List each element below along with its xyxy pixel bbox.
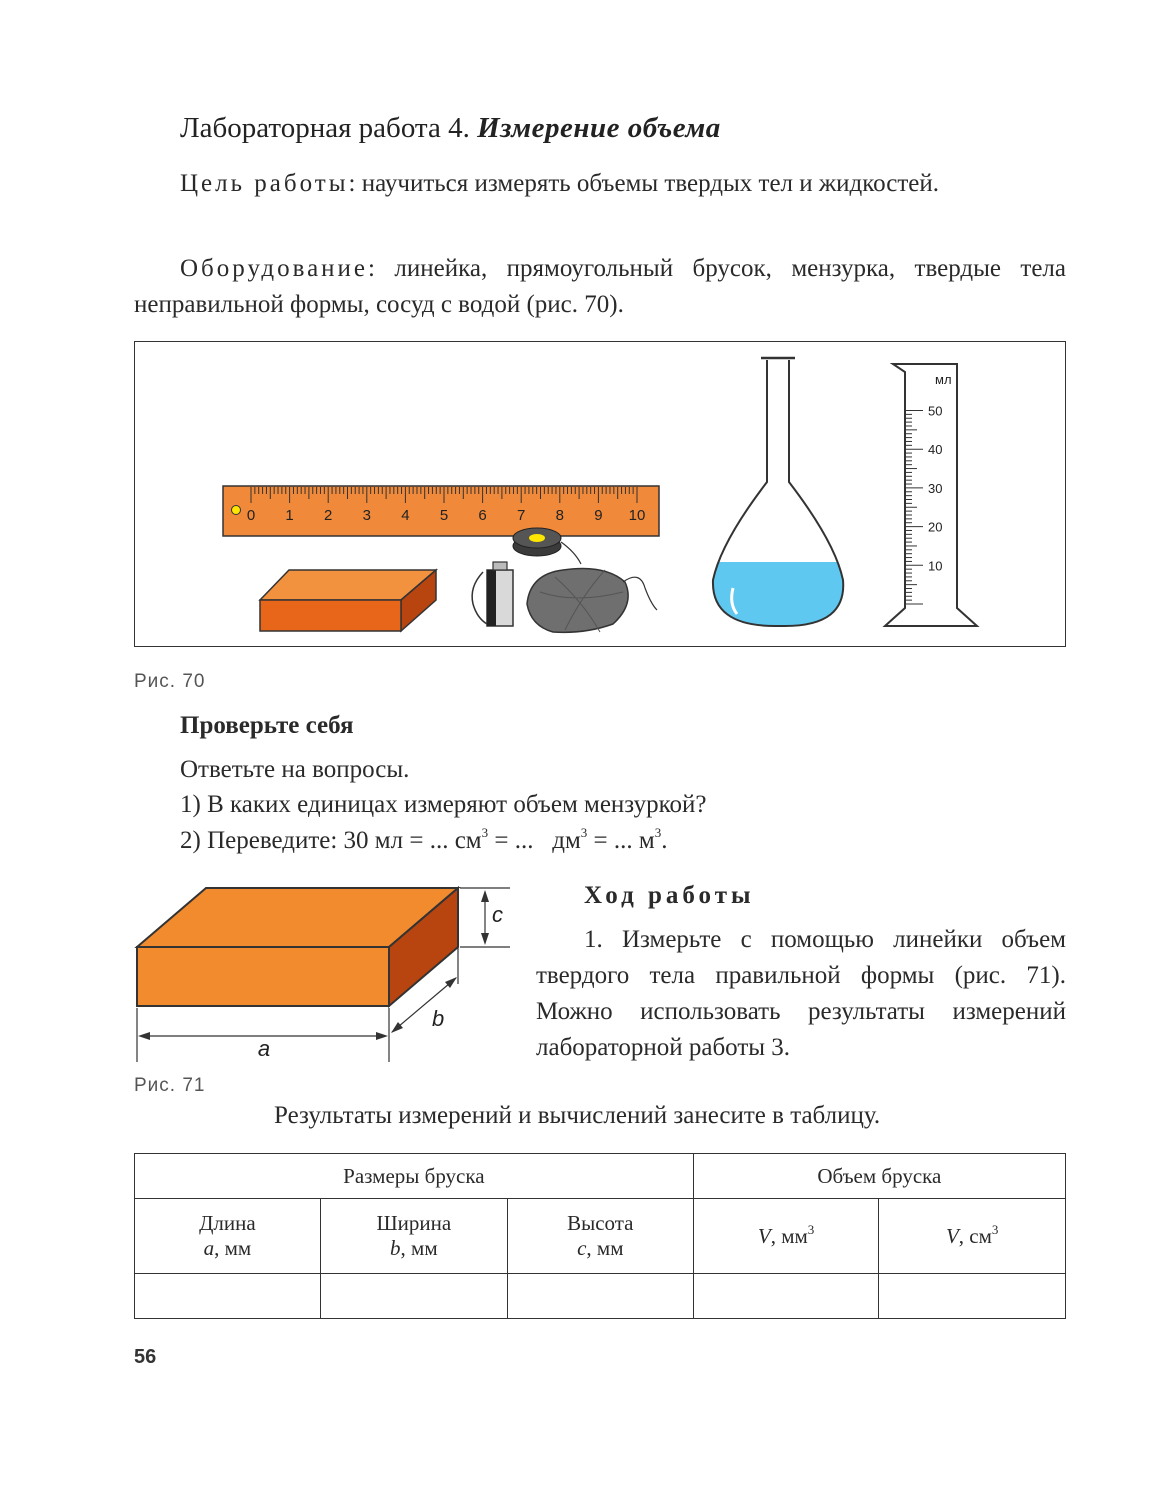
q2-part1: 2) Переведите: 30 мл = ... см xyxy=(180,827,482,854)
dimension-c-label: c xyxy=(492,902,503,927)
ruler-tick-label: 1 xyxy=(285,507,294,524)
col-volume-cm3 xyxy=(879,1199,1066,1274)
vol-cm-var: V xyxy=(945,1223,959,1248)
ruler-tick-label: 4 xyxy=(401,507,410,524)
ruler-hole-icon xyxy=(232,506,241,515)
q2-part2: = ... дм xyxy=(488,827,581,854)
ruler-tick-label: 7 xyxy=(517,507,526,524)
cell-height-input[interactable] xyxy=(507,1274,693,1319)
col-length-label: Длина xyxy=(199,1211,256,1235)
vol-cm-unit: , см xyxy=(958,1223,992,1248)
figure-70-caption: Рис. 70 xyxy=(134,671,206,692)
col-width-label: Ширина xyxy=(376,1211,452,1235)
question-2 xyxy=(180,827,667,855)
ruler xyxy=(223,486,659,536)
results-table xyxy=(134,1153,1066,1319)
col-height xyxy=(507,1199,693,1274)
dimension-a-label: a xyxy=(257,1036,271,1061)
equipment-text: : линейка, прямоугольный брусок, мензурка, твердые тела неправильной формы, сосуд с водой (рис. 70). xyxy=(134,255,1066,318)
cell-length-input[interactable] xyxy=(135,1274,321,1319)
page-number: 56 xyxy=(134,1346,157,1368)
brick-dimensions-diagram xyxy=(137,888,510,1062)
step-1: 1. Измерьте с помощью линейки объем твердого тела правильной формы (рис. 71). Можно использовать результаты измерений лабораторной работы 3. xyxy=(536,926,1066,1061)
page-title xyxy=(180,112,721,145)
goal-label: Цель работы xyxy=(180,170,349,197)
rock-icon xyxy=(527,569,657,633)
question-1: 1) В каких единицах измеряют объем мензуркой? xyxy=(180,791,707,818)
q2-part4: . xyxy=(661,827,668,854)
cylinder-tick-label: 10 xyxy=(928,558,943,574)
ruler-tick-label: 8 xyxy=(555,507,564,524)
col-height-label: Высота xyxy=(567,1211,634,1235)
cylinder-tick-label: 20 xyxy=(928,519,943,535)
q2-part3: = ... м xyxy=(587,827,655,854)
vol-mm-unit: , мм xyxy=(770,1223,808,1248)
cylinder-tick-label: 40 xyxy=(928,442,943,458)
header-volume: Объем бруска xyxy=(693,1154,1065,1199)
equipment-label: Оборудование xyxy=(180,255,369,282)
goal-paragraph xyxy=(134,166,1066,202)
figure-71-caption: Рис. 71 xyxy=(134,1075,206,1096)
equipment-paragraph xyxy=(134,251,1066,323)
brick-block xyxy=(260,570,436,631)
equipment-illustration xyxy=(135,342,1065,646)
figure-71 xyxy=(134,880,524,1070)
ruler-tick-label: 6 xyxy=(478,507,487,524)
dimension-b-label: b xyxy=(432,1006,445,1031)
vol-cm-sup: 3 xyxy=(991,1221,999,1237)
flask-icon xyxy=(705,358,855,632)
results-instruction: Результаты измерений и вычислений занесите в таблицу. xyxy=(274,1102,881,1129)
title-emphasis: Измерение объема xyxy=(477,112,721,144)
header-dimensions: Размеры бруска xyxy=(135,1154,694,1199)
check-intro: Ответьте на вопросы. xyxy=(180,756,410,783)
col-length-unit: , мм xyxy=(214,1236,252,1260)
col-height-var: c xyxy=(577,1236,587,1260)
weight-icon xyxy=(472,562,513,626)
cylinder-tick-label: 30 xyxy=(928,480,943,496)
measuring-cylinder-icon xyxy=(885,364,977,626)
cylinder-tick-label: 50 xyxy=(928,403,943,419)
goal-text: : научиться измерять объемы твердых тел и жидкостей. xyxy=(348,170,940,197)
ruler-tick-label: 9 xyxy=(594,507,603,524)
check-title: Проверьте себя xyxy=(180,712,354,739)
ruler-tick-label: 10 xyxy=(628,507,646,524)
cell-volume-cm3-input[interactable] xyxy=(879,1274,1066,1319)
q2-sup3: 3 xyxy=(654,825,662,840)
q2-sup1: 3 xyxy=(481,825,489,840)
col-length-var: a xyxy=(203,1236,215,1260)
col-width-unit: , мм xyxy=(400,1236,438,1260)
col-volume-mm3 xyxy=(693,1199,879,1274)
ruler-tick-label: 5 xyxy=(439,507,449,524)
vol-mm-var: V xyxy=(757,1223,771,1248)
vol-mm-sup: 3 xyxy=(807,1221,815,1237)
ruler-tick-label: 3 xyxy=(362,507,371,524)
col-height-unit: , мм xyxy=(586,1236,624,1260)
col-width-var: b xyxy=(390,1236,401,1260)
col-width xyxy=(320,1199,507,1274)
ruler-tick-label: 0 xyxy=(246,507,256,524)
cell-width-input[interactable] xyxy=(320,1274,507,1319)
col-length xyxy=(135,1199,321,1274)
progress-title: Ход работы xyxy=(584,882,755,909)
cylinder-unit: мл xyxy=(935,372,952,387)
title-prefix: Лабораторная работа 4. xyxy=(180,112,478,144)
figure-70 xyxy=(134,341,1066,647)
ruler-tick-label: 2 xyxy=(324,507,333,524)
cell-volume-mm3-input[interactable] xyxy=(693,1274,879,1319)
q2-sup2: 3 xyxy=(580,825,588,840)
table-row xyxy=(135,1274,1066,1319)
